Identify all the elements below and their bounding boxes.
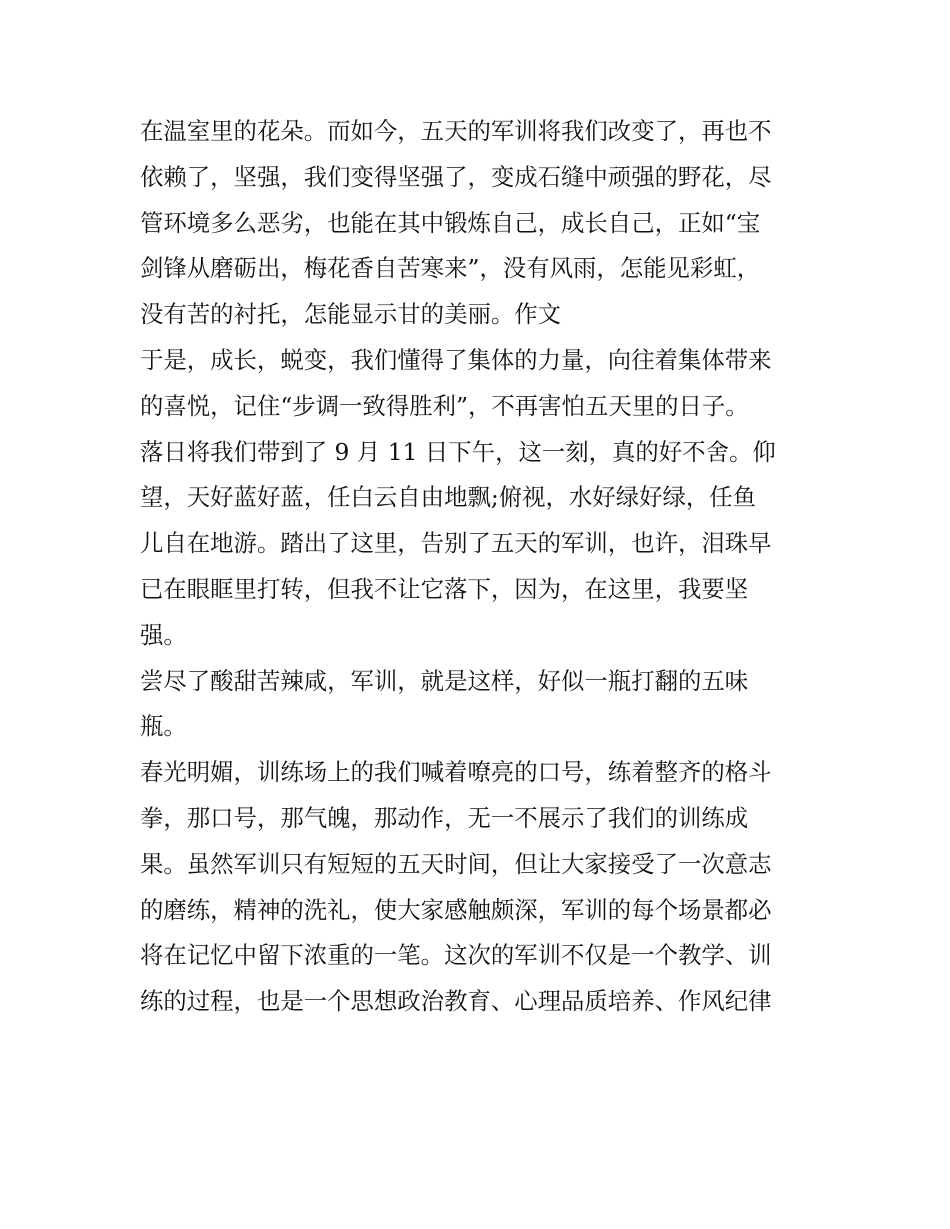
- text-line: 春光明媚，训练场上的我们喊着嘹亮的口号，练着整齐的格斗: [140, 758, 772, 787]
- text-line: 在温室里的花朵。而如今，五天的军训将我们改变了，再也不: [140, 117, 772, 145]
- text-line: 练的过程，也是一个思想政治教育、心理品质培养、作风纪律: [140, 987, 772, 1016]
- text-line: 的喜悦，记住“步调一致得胜利”，不再害怕五天里的日子。: [140, 391, 749, 420]
- text-line: 落日将我们带到了 9 月 11 日下午，这一刻，真的好不舍。仰: [140, 437, 776, 466]
- text-line: 强。: [140, 620, 187, 649]
- text-line: 望，天好蓝好蓝，任白云自由地飘;俯视，水好绿好绿，任鱼: [140, 483, 757, 512]
- text-line: 瓶。: [140, 712, 187, 741]
- essay-text: [140, 109, 820, 1025]
- text-line: 拳，那口号，那气魄，那动作，无一不展示了我们的训练成: [140, 803, 749, 832]
- text-line: 儿自在地游。踏出了这里，告别了五天的军训，也许，泪珠早: [140, 529, 772, 558]
- text-line: 尝尽了酸甜苦辣咸，军训，就是这样，好似一瓶打翻的五味: [140, 666, 749, 695]
- text-line: 没有苦的衬托，怎能显示甘的美丽。作文: [140, 300, 562, 329]
- text-line: 依赖了，坚强，我们变得坚强了，变成石缝中顽强的野花，尽: [140, 162, 772, 191]
- text-line: 管环境多么恶劣，也能在其中锻炼自己，成长自己，正如“宝: [140, 208, 761, 237]
- text-line: 的磨练，精神的洗礼，使大家感触颇深，军训的每个场景都必: [140, 895, 772, 924]
- text-line: 于是，成长，蜕变，我们懂得了集体的力量，向往着集体带来: [140, 345, 772, 374]
- text-line: 将在记忆中留下浓重的一笔。这次的军训不仅是一个教学、训: [140, 941, 772, 970]
- text-line: 果。虽然军训只有短短的五天时间，但让大家接受了一次意志: [140, 849, 772, 878]
- text-line: 已在眼眶里打转，但我不让它落下，因为，在这里，我要坚: [140, 574, 749, 603]
- text-line: 剑锋从磨砺出，梅花香自苦寒来”，没有风雨，怎能见彩虹，: [140, 254, 761, 283]
